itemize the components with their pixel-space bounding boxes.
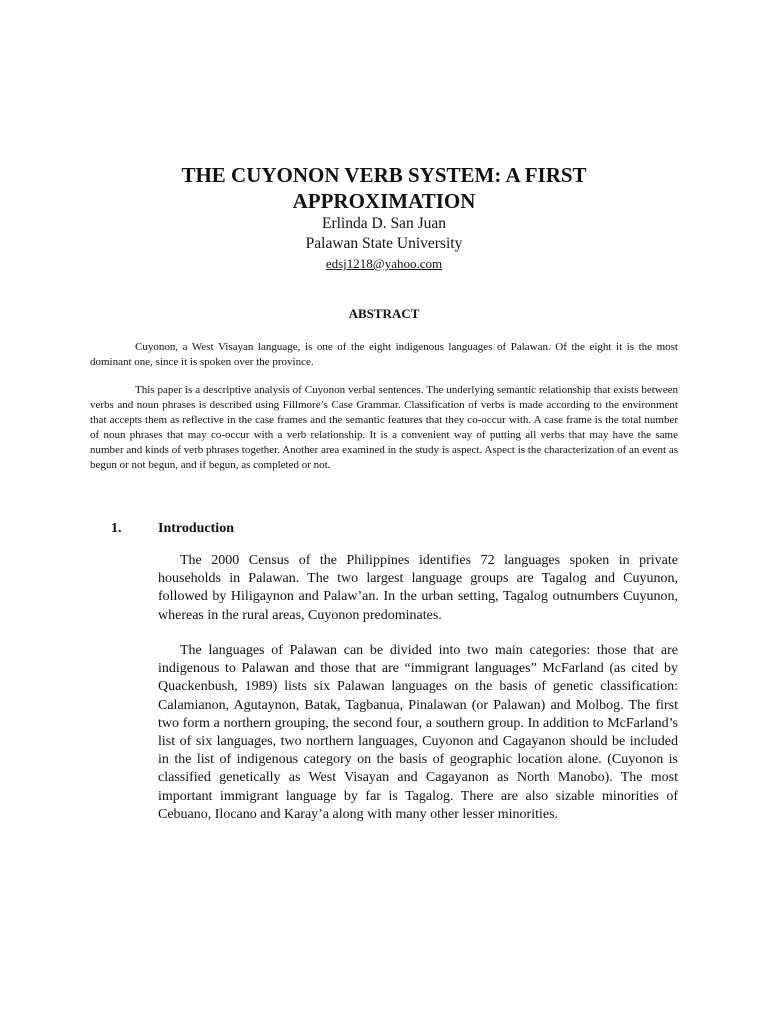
body-paragraph: The 2000 Census of the Philippines identifies 72 languages spoken in private households in Palawan. The two largest language groups are Tagalog and Cuyunon, followed by Hiligaynon and Palaw’an. In the urban setting, Tagalog outnumbers Cuyunon, whereas in the rural areas, Cuyonon predominates. <box>158 553 678 623</box>
author-affiliation: Palawan State University <box>305 235 463 252</box>
section-number: 1. <box>111 521 122 536</box>
author-name: Erlinda D. San Juan <box>322 215 446 232</box>
author-email-link[interactable]: edsj1218@yahoo.com <box>325 256 443 271</box>
abstract-paragraph: Cuyonon, a West Visayan language, is one of the eight indigenous languages of Palawan. Of the eight it is the most dominant one, since it is spoken over the province. <box>90 341 678 368</box>
paper-title: THE CUYONON VERB SYSTEM: A FIRST APPROXIMATION <box>181 163 587 213</box>
body-paragraph: The languages of Palawan can be divided into two main categories: those that are indigenous to Palawan and those that are “immigrant languages” McFarland (as cited by Quackenbush, 1989) lists six Palawan languages on the basis of genetic classification: Calamianon, Agutaynon, Batak, Tagbanua, Pinalawan (or Palawan) and Molbog. The first two form a northern grouping, the second four, a southern group. In addition to McFarland’s list of six languages, two northern languages, Cuyonon and Cagayanon should be included in the list of indigenous category on the basis of geographic location alone. (Cuyonon is classified genetically as West Visayan and Cagayanon as North Manobo). The most important immigrant language by far is Tagalog. There are also sizable minorities of Cebuano, Ilocano and Karay’a along with many other lesser minorities. <box>158 643 678 822</box>
abstract-paragraph: This paper is a descriptive analysis of Cuyonon verbal sentences. The underlying semantic relationship that exists between verbs and noun phrases is described using Fillmore’s Case Grammar. Classification of verbs is made according to the environment that accepts them as reflective in the case frames and the semantic features that they co-occur with. A case frame is the total number of noun phrases that may co-occur with a verb relationship. It is a convenient way of putting all verbs that may have the same number and kinds of verb phrases together. Another area examined in the study is aspect. Aspect is the characterization of an event as begun or not begun, and if begun, as completed or not. <box>90 384 678 471</box>
abstract-heading: ABSTRACT <box>348 306 420 321</box>
section-heading: Introduction <box>158 521 234 536</box>
